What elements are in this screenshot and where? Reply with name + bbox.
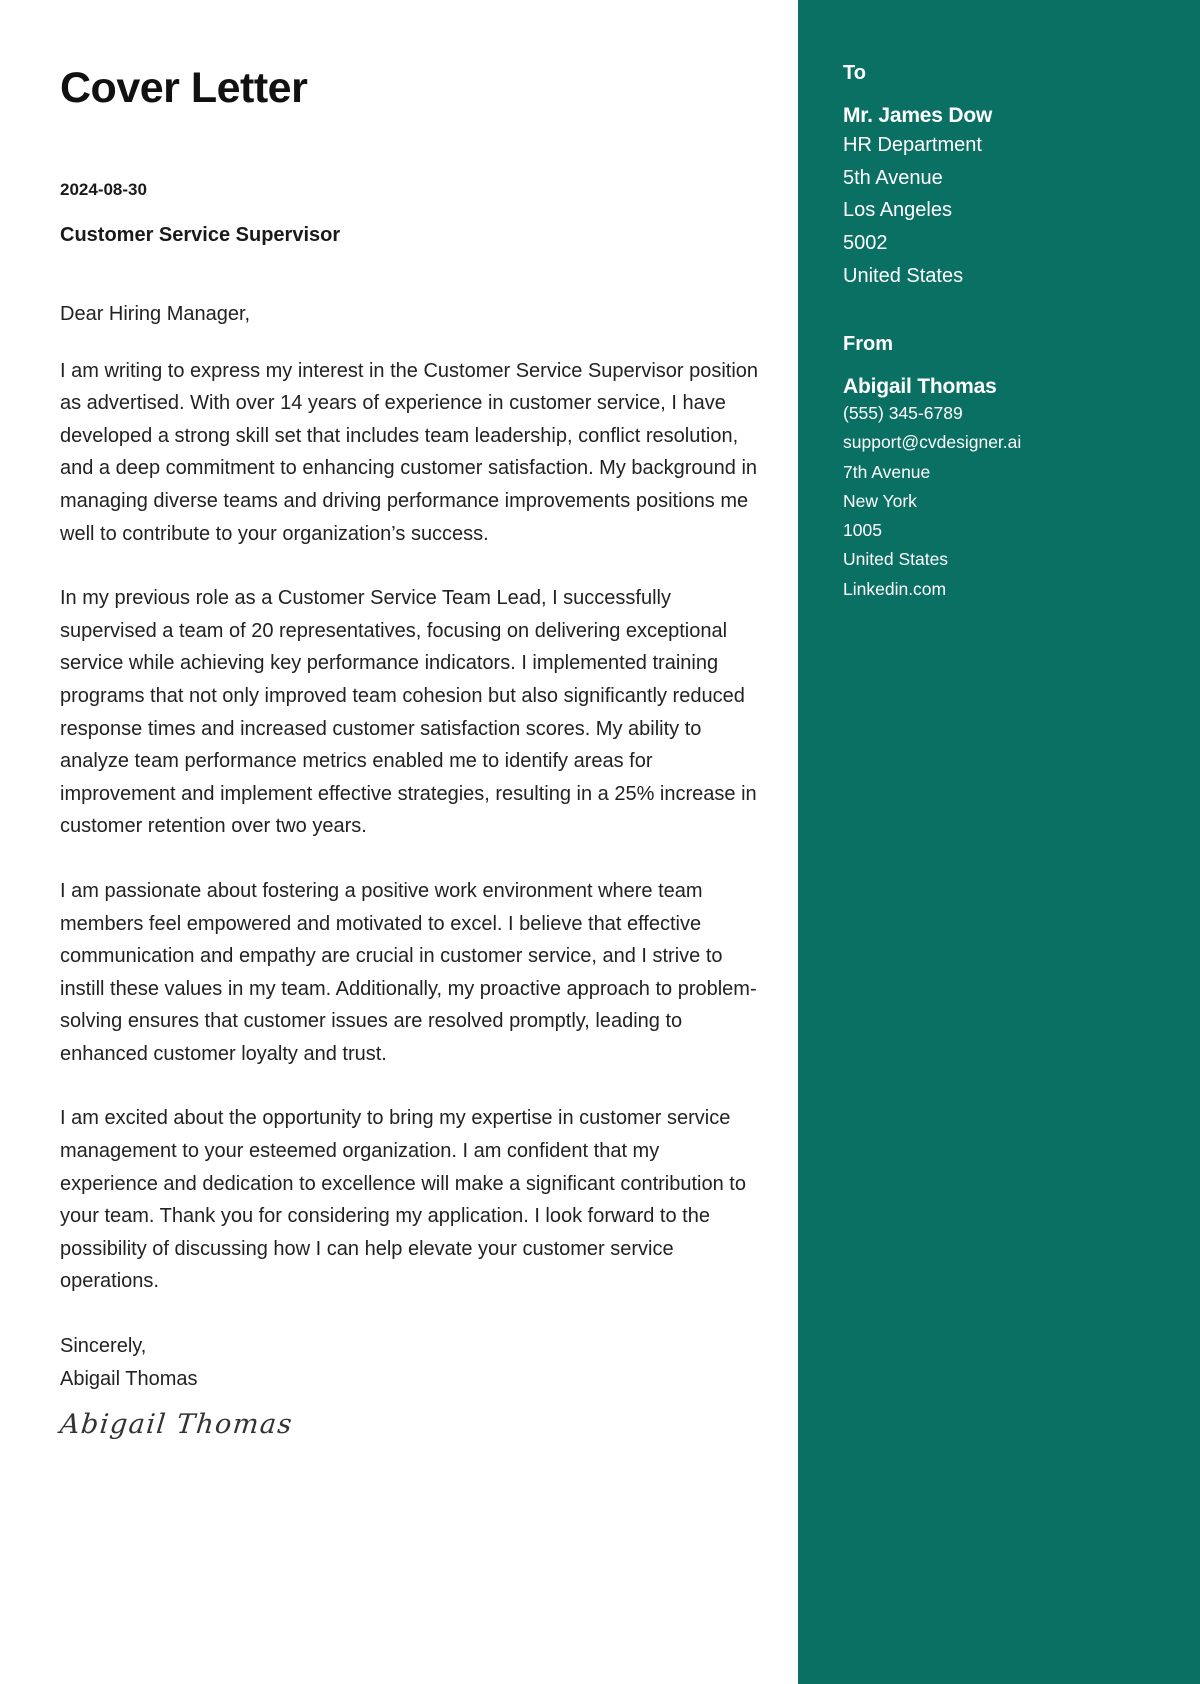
position-title: Customer Service Supervisor xyxy=(60,224,341,246)
recipient-line: United States xyxy=(843,264,964,287)
signature: Abigail Thomas xyxy=(58,1409,295,1441)
recipient-line: 5002 xyxy=(843,232,888,255)
from-heading: From xyxy=(843,333,893,355)
sender-name: Abigail Thomas xyxy=(60,1367,198,1390)
paragraph-1: I am writing to express my interest in the Customer Service Supervisor position as advertised. With over 14 years of experience in customer service, I have developed a strong skill set that includes team leadership, conflict resolution, and a deep commitment to enhancing customer satisfaction. My background in managing diverse teams and driving performance improvements positions me well to contribute to your organization’s success. xyxy=(60,359,759,545)
sender-line: New York xyxy=(843,490,917,511)
sender-line: United States xyxy=(843,549,949,570)
sender-block xyxy=(843,333,1183,604)
recipient-line: Los Angeles xyxy=(843,199,952,222)
page-title: Cover Letter xyxy=(60,64,308,112)
closing: Sincerely, xyxy=(60,1335,147,1358)
recipient-name: Mr. James Dow xyxy=(843,104,993,127)
sender-email: support@cvdesigner.ai xyxy=(843,432,1022,453)
paragraph-4: I am excited about the opportunity to bring my expertise in customer service management to your esteemed organization. I am confident that my experience and dedication to excellence will make a significant contribution to your team. Thank you for considering my application. I look forward to the possibility of discussing how I can help elevate your customer service operations. xyxy=(60,1107,746,1293)
sender-line: 7th Avenue xyxy=(843,461,931,482)
sender-name-sidebar: Abigail Thomas xyxy=(843,375,997,398)
sidebar xyxy=(798,0,1200,1684)
recipient-address xyxy=(843,129,1183,293)
paragraph-3: I am passionate about fostering a positive work environment where team members feel empowered and motivated to excel. I believe that effective communication and empathy are crucial in customer service, and I strive to instill these values in my team. Additionally, my proactive approach to problem-solving ensures that customer issues are resolved promptly, leading to enhanced customer loyalty and trust. xyxy=(60,879,757,1065)
letter-body xyxy=(60,298,760,1444)
sender-contact xyxy=(843,399,1183,604)
letter-date: 2024-08-30 xyxy=(60,180,147,199)
to-heading: To xyxy=(843,62,866,84)
salutation: Dear Hiring Manager, xyxy=(60,303,251,325)
sender-line: 1005 xyxy=(843,520,882,541)
sender-linkedin: Linkedin.com xyxy=(843,578,947,599)
sender-phone: (555) 345-6789 xyxy=(843,403,963,423)
recipient-block xyxy=(843,62,1183,293)
recipient-line: HR Department xyxy=(843,134,982,156)
recipient-line: 5th Avenue xyxy=(843,166,943,189)
paragraph-2: In my previous role as a Customer Service Team Lead, I successfully supervised a team of 20 representatives, focusing on delivering exceptional service while achieving key performance indicators. I implemented training programs that not only improved team cohesion but also significantly reduced response times and increased customer satisfaction scores. My ability to analyze team performance metrics enabled me to identify areas for improvement and implement effective strategies, resulting in a 25% increase in customer retention over two years. xyxy=(60,587,757,838)
